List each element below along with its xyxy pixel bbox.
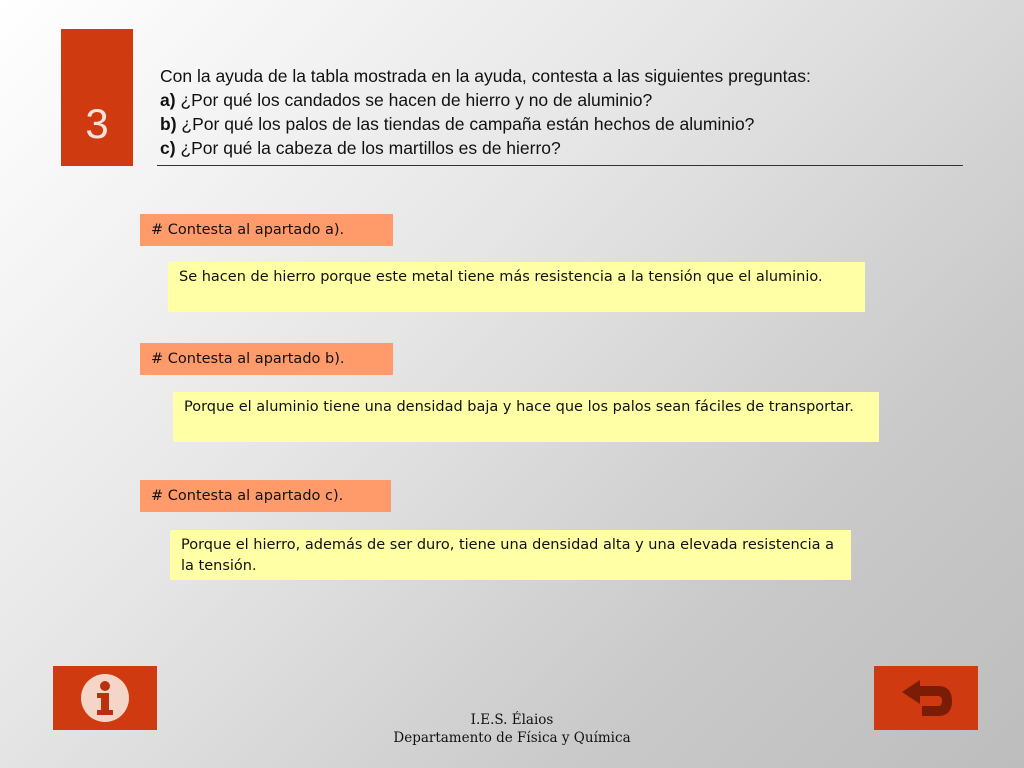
question-intro: Con la ayuda de la tabla mostrada en la ayuda, contesta a las siguientes preguntas: (160, 66, 811, 86)
return-arrow-icon (898, 674, 954, 722)
question-b-text: ¿Por qué los palos de las tiendas de campaña están hechos de aluminio? (181, 114, 755, 134)
question-block (160, 64, 960, 160)
back-button[interactable] (874, 666, 978, 730)
answer-c-field[interactable]: Porque el hierro, además de ser duro, tiene una densidad alta y una elevada resistencia a la tensión. (170, 530, 851, 580)
footer (312, 711, 712, 747)
question-b-letter: b) (160, 114, 177, 134)
slide-number: 3 (61, 29, 133, 166)
question-a-text: ¿Por qué los candados se hacen de hierro y no de aluminio? (180, 90, 653, 110)
question-c (160, 136, 960, 160)
question-c-text: ¿Por qué la cabeza de los martillos es de hierro? (180, 138, 561, 158)
label-answer-a: # Contesta al apartado a). (140, 214, 393, 246)
question-a-letter: a) (160, 90, 176, 110)
question-a (160, 88, 960, 112)
question-b (160, 112, 960, 136)
answer-b-field[interactable]: Porque el aluminio tiene una densidad baja y hace que los palos sean fáciles de transportar. (173, 392, 879, 442)
info-icon (79, 672, 131, 724)
header-divider (157, 165, 963, 166)
footer-school: I.E.S. Élaios (470, 712, 554, 728)
answer-a-field[interactable]: Se hacen de hierro porque este metal tiene más resistencia a la tensión que el aluminio. (168, 262, 865, 312)
question-c-letter: c) (160, 138, 176, 158)
footer-department: Departamento de Física y Química (393, 730, 631, 746)
label-answer-b: # Contesta al apartado b). (140, 343, 393, 375)
label-answer-c: # Contesta al apartado c). (140, 480, 391, 512)
info-button[interactable] (53, 666, 157, 730)
